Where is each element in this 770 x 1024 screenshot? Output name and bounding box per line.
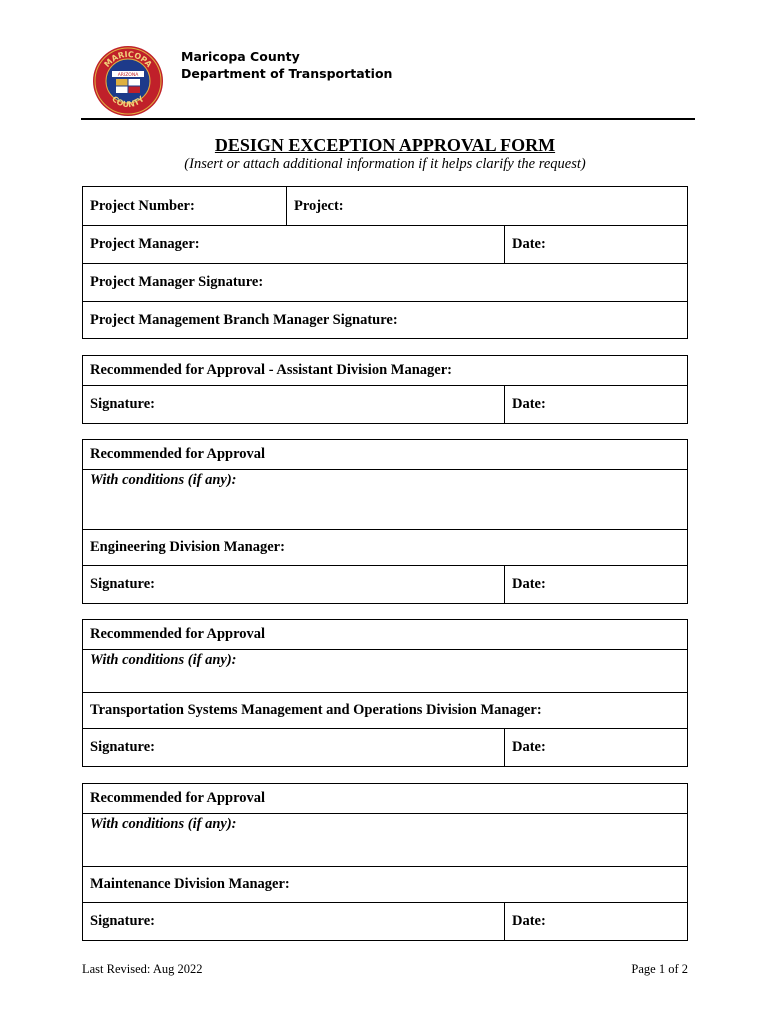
organization-header — [181, 48, 392, 82]
org-name: Maricopa County — [181, 49, 300, 64]
recommended-label: Recommended for Approval — [90, 626, 266, 642]
recommended-row — [83, 784, 687, 813]
conditions-label: With conditions (if any): — [90, 652, 237, 668]
recommended-row — [83, 440, 687, 469]
pm-signature-field[interactable]: Project Manager Signature: — [90, 274, 264, 290]
tsmo-division-table — [82, 619, 688, 767]
pm-signature-row — [83, 263, 687, 301]
county-seal-logo — [92, 45, 164, 117]
recommended-row — [83, 356, 687, 385]
form-subtitle: (Insert or attach additional information if it helps clarify the request) — [184, 156, 586, 172]
signature-row — [83, 728, 687, 766]
manager-label: Engineering Division Manager: — [90, 539, 285, 555]
date-field[interactable]: Date: — [504, 903, 687, 940]
date-field[interactable]: Date: — [504, 386, 687, 423]
engineering-division-table — [82, 439, 688, 604]
project-manager-row — [83, 225, 687, 263]
project-number-row — [83, 187, 687, 225]
manager-row — [83, 692, 687, 728]
page-number: Page 1 of 2 — [631, 962, 688, 976]
form-title: DESIGN EXCEPTION APPROVAL FORM — [214, 135, 556, 155]
date-field[interactable]: Date: — [504, 226, 687, 263]
conditions-label: With conditions (if any): — [90, 472, 237, 488]
project-manager-field[interactable]: Project Manager: — [90, 236, 200, 252]
signature-field[interactable]: Signature: — [90, 576, 155, 592]
project-number-field[interactable]: Project Number: — [90, 197, 195, 214]
svg-text:COUNTY: COUNTY — [110, 94, 146, 110]
assistant-division-table — [82, 355, 688, 424]
header-divider — [81, 118, 695, 120]
date-field[interactable]: Date: — [504, 729, 687, 766]
signature-row — [83, 565, 687, 603]
signature-row — [83, 385, 687, 423]
conditions-row[interactable] — [83, 649, 687, 692]
pmb-signature-row — [83, 301, 687, 338]
recommended-label: Recommended for Approval — [90, 446, 266, 462]
signature-field[interactable]: Signature: — [90, 396, 155, 412]
svg-text:MARICOPA: MARICOPA — [102, 49, 154, 70]
project-info-table — [82, 186, 688, 339]
date-field[interactable]: Date: — [504, 566, 687, 603]
signature-row — [83, 902, 687, 940]
recommended-label: Recommended for Approval - Assistant Division Manager: — [90, 362, 452, 378]
pmb-signature-field[interactable]: Project Management Branch Manager Signature: — [90, 311, 398, 328]
conditions-row[interactable] — [83, 813, 687, 866]
manager-label: Transportation Systems Management and Operations Division Manager: — [90, 702, 542, 718]
conditions-label: With conditions (if any): — [90, 816, 237, 832]
conditions-row[interactable] — [83, 469, 687, 529]
maintenance-division-table — [82, 783, 688, 941]
signature-field[interactable]: Signature: — [90, 739, 155, 755]
manager-row — [83, 866, 687, 902]
svg-text:ARIZONA: ARIZONA — [117, 73, 139, 78]
last-revised: Last Revised: Aug 2022 — [82, 962, 203, 976]
project-field[interactable]: Project: — [286, 187, 687, 225]
recommended-row — [83, 620, 687, 649]
manager-label: Maintenance Division Manager: — [90, 876, 290, 892]
manager-row — [83, 529, 687, 565]
signature-field[interactable]: Signature: — [90, 913, 155, 929]
recommended-label: Recommended for Approval — [90, 790, 266, 806]
department-name: Department of Transportation — [181, 66, 393, 81]
